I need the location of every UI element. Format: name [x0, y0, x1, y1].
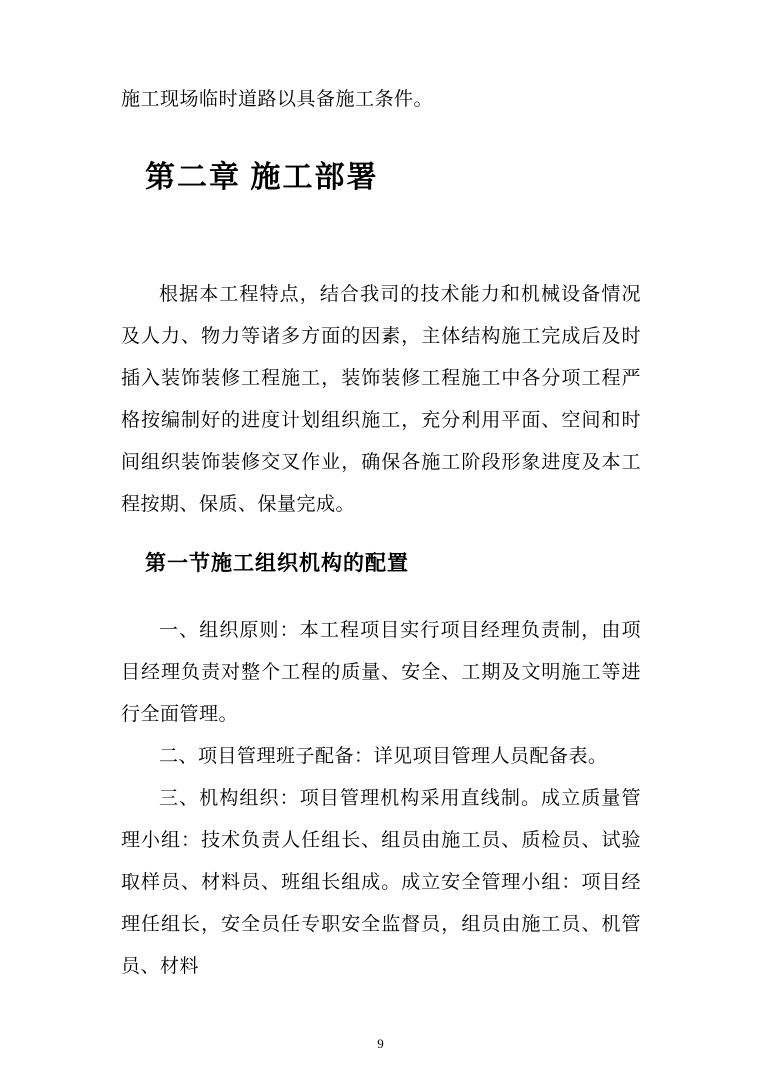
carryover-paragraph-line: 施工现场临时道路以具备施工条件。	[121, 89, 434, 110]
list-item-1: 一、组织原则：本工程项目实行项目经理负责制，由项目经理负责对整个工程的质量、安全、工期及文明施工等进行全面管理。	[121, 620, 641, 725]
chapter-heading: 第二章 施工部署	[145, 161, 379, 194]
list-item-3: 三、机构组织：项目管理机构采用直线制。成立质量管理小组：技术负责人任组长、组员由施工员、质检员、试验取样员、材料员、班组长组成。成立安全管理小组：项目经理任组长，安全员任专职安全监督员，组员由施工员、机管员、材料	[121, 788, 641, 977]
page-content	[121, 88, 641, 988]
section-heading: 第一节施工组织机构的配置	[145, 551, 409, 575]
chapter-intro-paragraph: 根据本工程特点，结合我司的技术能力和机械设备情况及人力、物力等诸多方面的因素，主体结构施工完成后及时插入装饰装修工程施工，装饰装修工程施工中各分项工程严格按编制好的进度计划组织施工，充分利用平面、空间和时间组织装饰装修交叉作业，确保各施工阶段形象进度及本工程按期、保质、保量完成。	[121, 284, 641, 515]
list-item-2: 二、项目管理班子配备：详见项目管理人员配备表。	[159, 746, 608, 767]
page-number: 9	[377, 1036, 384, 1051]
